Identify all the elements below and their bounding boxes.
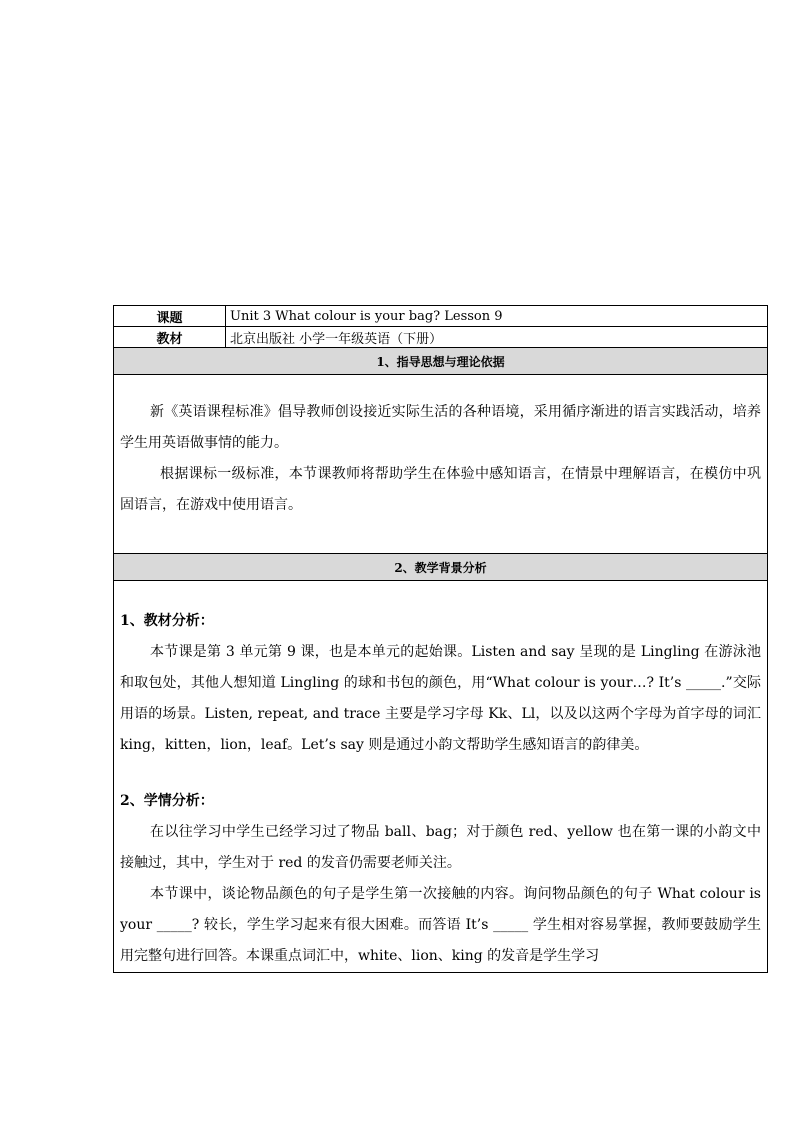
sub-heading-student-analysis: 2、学情分析： (120, 793, 214, 809)
section1-paragraph: 根据课标一级标准，本节课教师将帮助学生在体验中感知语言，在情景中理解语言，在模仿中巩固语言，在游戏中使用语言。 (120, 466, 761, 513)
material-label: 教材 (114, 327, 226, 348)
material-value: 北京出版社 小学一年级英语（下册） (226, 327, 768, 348)
section1-paragraph: 新《英语课程标准》倡导教师创设接近实际生活的各种语境，采用循序渐进的语言实践活动，培养学生用英语做事情的能力。 (120, 404, 761, 451)
topic-row (114, 306, 768, 327)
topic-label: 课题 (114, 306, 226, 327)
lesson-plan-table (113, 305, 768, 973)
student-analysis-paragraph: 在以往学习中学生已经学习过了物品 ball、bag；对于颜色 red、yellow 也在第一课的小韵文中接触过，其中，学生对于 red 的发音仍需要老师关注。 (120, 824, 761, 871)
student-analysis-paragraph: 本节课中，谈论物品颜色的句子是学生第一次接触的内容。询问物品颜色的句子 What colour is your _____? 较长，学生学习起来有很大困难。而答语 It’s _____ 学生相对容易掌握，教师要鼓励学生用完整句进行回答。本课重点词汇中，white、lion、king 的发音是学生学习 (120, 886, 761, 964)
section2-header: 2、教学背景分析 (114, 554, 768, 581)
spacer (120, 761, 761, 786)
material-row (114, 327, 768, 348)
section1-header-row (114, 348, 768, 375)
section2-body-row (114, 581, 768, 973)
section1-body-row (114, 375, 768, 554)
section2-header-row (114, 554, 768, 581)
sub-heading-material-analysis: 1、教材分析： (120, 613, 214, 629)
material-analysis-paragraph: 本节课是第 3 单元第 9 课，也是本单元的起始课。Listen and say 呈现的是 Lingling 在游泳池和取包处，其他人想知道 Lingling 的球和书包的颜色，用“What colour is your…? It’s _____.”交际用语的场景。Listen, repeat, and trace 主要是学习字母 Kk、Ll，以及以这两个字母为首字母的词汇 king，kitten，lion，leaf。Let’s say 则是通过小韵文帮助学生感知语言的韵律美。 (120, 644, 761, 753)
topic-value: Unit 3 What colour is your bag? Lesson 9 (226, 306, 768, 327)
section1-body (114, 375, 768, 554)
section1-header: 1、指导思想与理论依据 (114, 348, 768, 375)
section2-body (114, 581, 768, 973)
